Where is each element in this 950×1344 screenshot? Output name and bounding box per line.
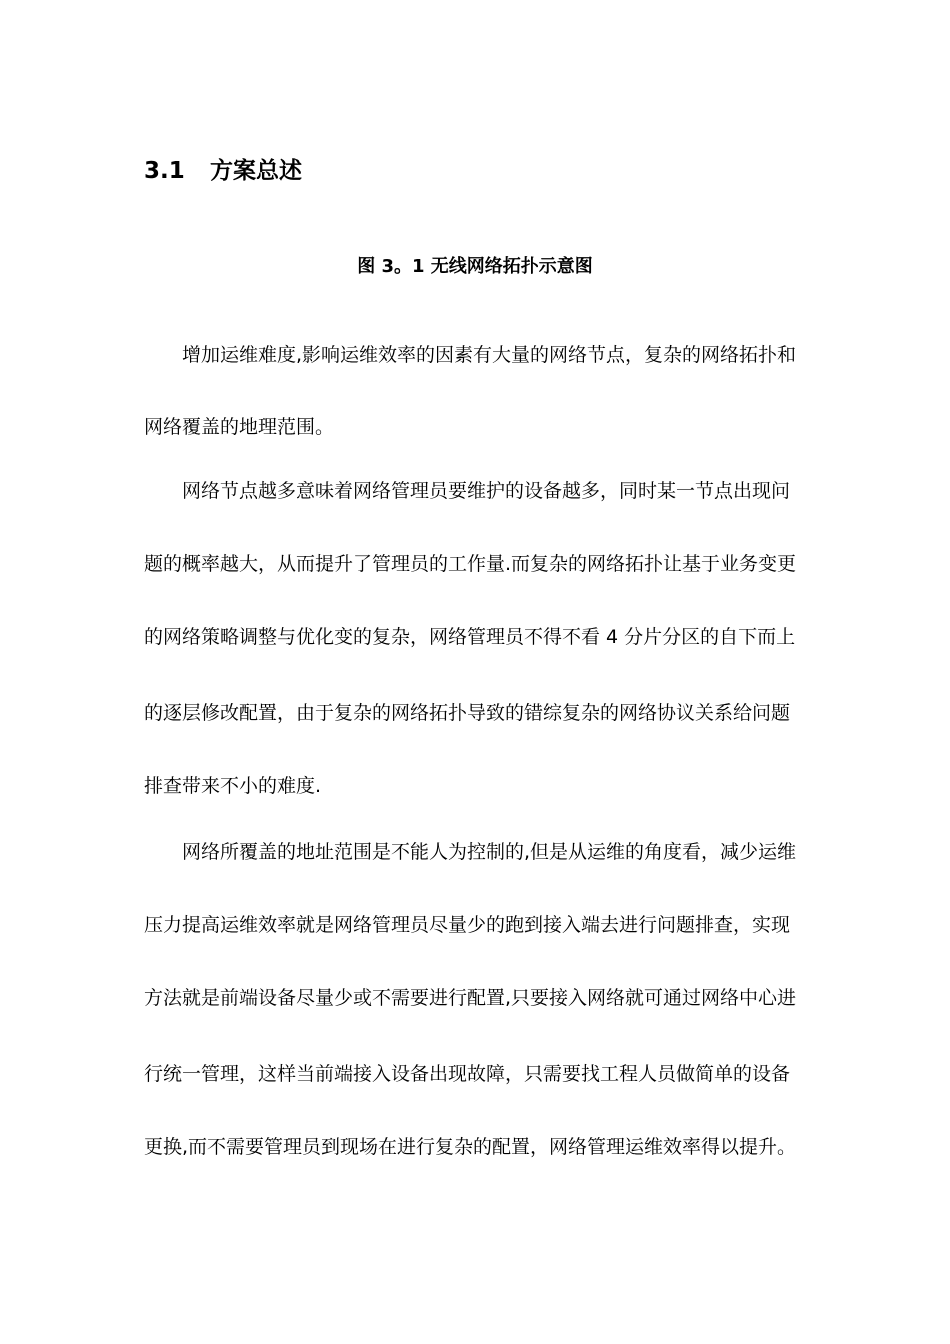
section-heading [144,152,302,185]
paragraph-2-line-1: 网络节点越多意味着网络管理员要维护的设备越多，同时某一节点出现问 [182,480,791,502]
paragraph-2-line-5: 排查带来不小的难度. [144,775,322,797]
paragraph-1-line-2: 网络覆盖的地理范围。 [144,416,335,438]
paragraph-3-line-4: 行统一管理，这样当前端接入设备出现故障，只需要找工程人员做简单的设备 [144,1063,791,1085]
section-number: 3.1 [144,158,185,184]
paragraph-3-line-1: 网络所覆盖的地址范围是不能人为控制的,但是从运维的角度看，减少运维 [182,841,797,863]
paragraph-2-line-4: 的逐层修改配置，由于复杂的网络拓扑导致的错综复杂的网络协议关系给问题 [144,702,791,724]
paragraph-3-line-5: 更换,而不需要管理员到现场在进行复杂的配置，网络管理运维效率得以提升。 [144,1136,797,1158]
paragraph-2-line-3: 的网络策略调整与优化变的复杂，网络管理员不得不看 4 分片分区的自下而上 [144,626,796,648]
figure-caption: 图 3。1 无线网络拓扑示意图 [357,256,593,277]
paragraph-3-line-2: 压力提高运维效率就是网络管理员尽量少的跑到接入端去进行问题排查，实现 [144,914,791,936]
paragraph-2-line-2: 题的概率越大，从而提升了管理员的工作量.而复杂的网络拓扑让基于业务变更 [144,553,797,575]
section-title: 方案总述 [210,158,302,184]
paragraph-3-line-3: 方法就是前端设备尽量少或不需要进行配置,只要接入网络就可通过网络中心进 [144,987,797,1009]
paragraph-1-line-1: 增加运维难度,影响运维效率的因素有大量的网络节点，复杂的网络拓扑和 [182,344,797,366]
